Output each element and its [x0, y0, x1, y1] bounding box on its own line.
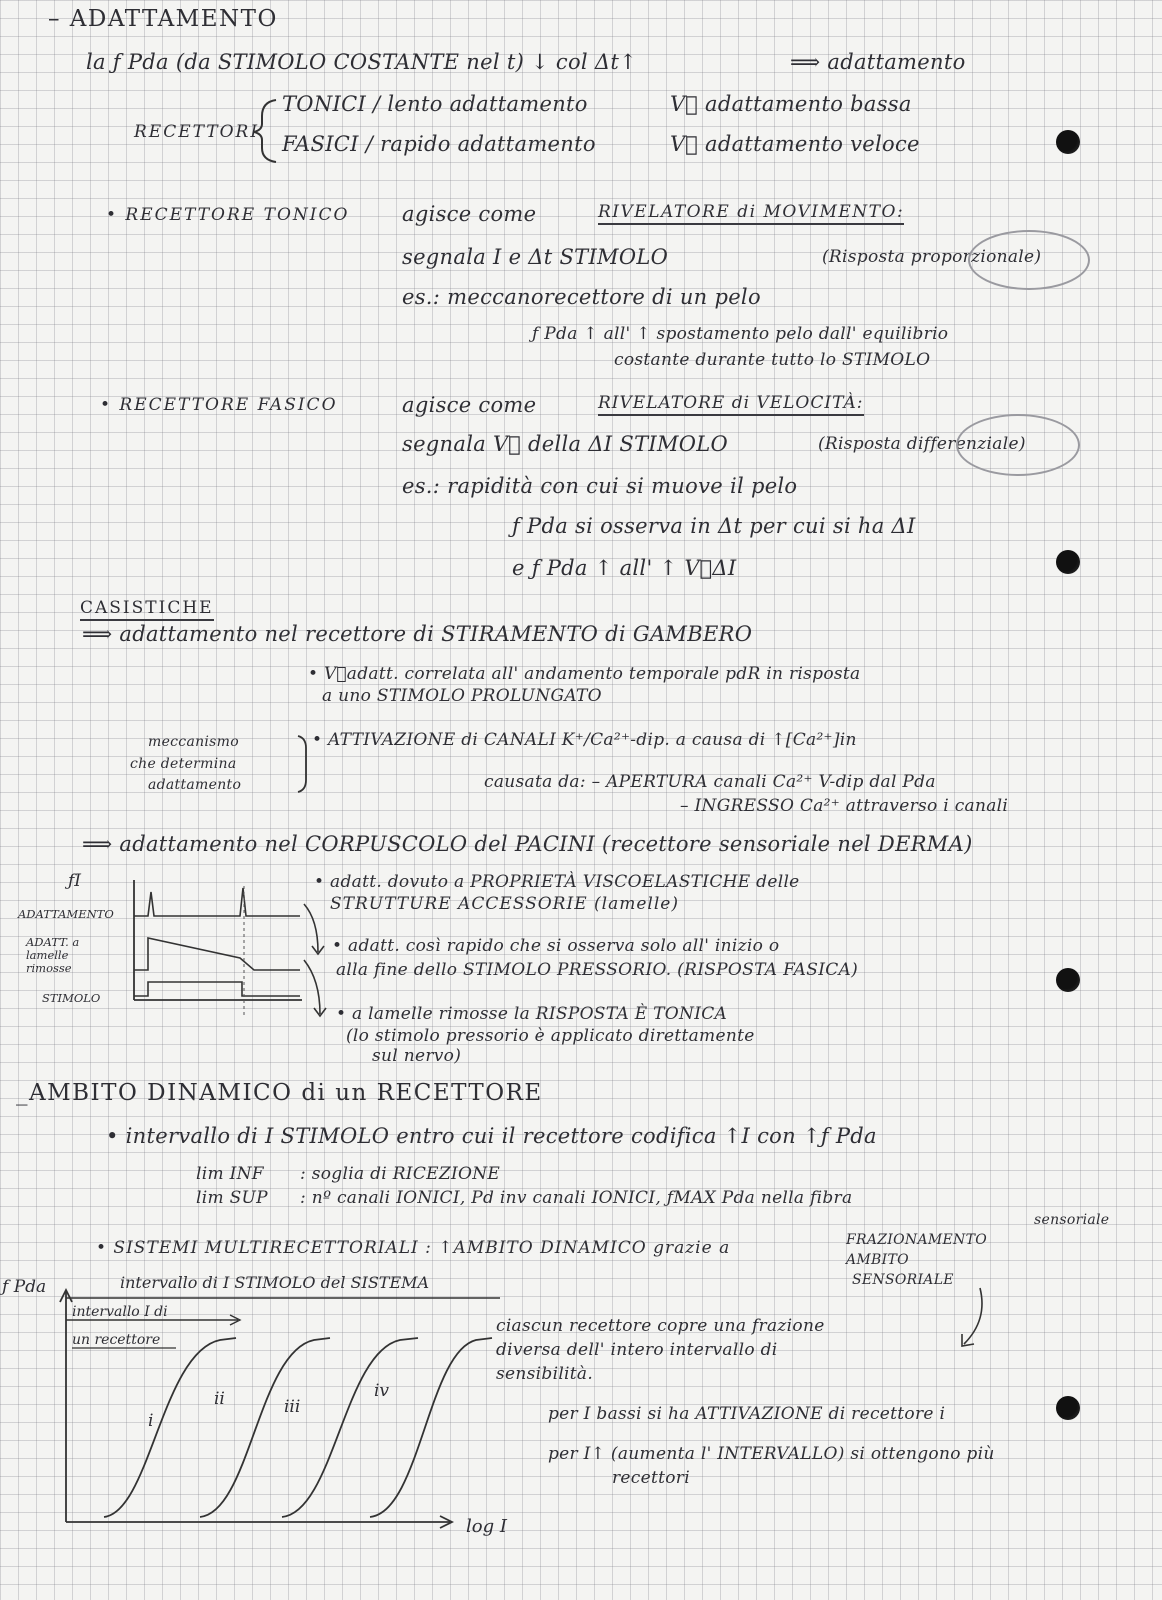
tonico-heading: • RECETTORE TONICO [106, 205, 350, 225]
tonico-fpda-1: ƒ Pda ↑ all' ↑ spostamento pelo dall' equilibrio [532, 324, 949, 344]
pacini-y-label: ƒI [68, 871, 82, 891]
fasico-heading: • RECETTORE FASICO [100, 395, 338, 415]
fasico-rivelatore: RIVELATORE di VELOCITÀ: [598, 393, 864, 416]
pacini-row-label: lamelle [26, 948, 69, 962]
lim-sup-text-2: sensoriale [1034, 1212, 1110, 1228]
receptor-curve [104, 1338, 236, 1517]
lim-sup-label: lim SUP [196, 1188, 268, 1208]
tonico-segnala: segnala I e Δt STIMOLO [402, 245, 669, 269]
recettori-label: RECETTORI [134, 122, 260, 142]
frazionamento-label: AMBITO [846, 1252, 909, 1268]
ambito-note-6: recettori [612, 1468, 690, 1488]
section-title-ambito: _AMBITO DINAMICO di un RECETTORE [16, 1080, 543, 1106]
gambero-point-2: • ATTIVAZIONE di CANALI K⁺/Ca²⁺-dip. a causa di ↑[Ca²⁺]in [312, 730, 857, 750]
pacini-point-1b: STRUTTURE ACCESSORIE (lamelle) [330, 894, 679, 914]
frazionamento-label: SENSORIALE [852, 1272, 954, 1288]
tonico-agisce: agisce come [402, 202, 537, 226]
ambito-note-2: diversa dell' intero intervallo di [496, 1340, 778, 1360]
gambero-line: ⟹ adattamento nel recettore di STIRAMENTO di GAMBERO [82, 622, 753, 646]
ambito-note-3: sensibilità. [496, 1364, 594, 1384]
tonici-velocity: V⃗ adattamento bassa [670, 92, 912, 116]
pacini-row-label: ADATTAMENTO [18, 907, 114, 921]
gambero-point-1a: • V⃗adatt. correlata all' andamento temporale pdR in risposta [308, 664, 861, 684]
tonico-risposta: (Risposta proporzionale) [822, 247, 1042, 267]
pacini-row-label: rimosse [26, 961, 72, 975]
system-range-label: intervallo di I STIMOLO del SISTEMA [120, 1273, 430, 1292]
curved-arrow-icon [950, 1286, 990, 1356]
section-title-adattamento: – ADATTAMENTO [48, 6, 278, 32]
x-axis-label: log I [466, 1516, 507, 1537]
receptor-curves-graph [0, 1262, 540, 1552]
tonico-rivelatore: RIVELATORE di MOVIMENTO: [598, 202, 904, 225]
lim-inf-text: : soglia di RICEZIONE [300, 1164, 501, 1184]
pacini-row-label: STIMOLO [42, 991, 101, 1005]
curve-label: i [148, 1411, 154, 1431]
receptor-range-label: intervallo I di [72, 1304, 168, 1320]
highlight-circle [968, 230, 1090, 290]
bracket-icon [296, 734, 310, 794]
fasici-velocity: V⃗ adattamento veloce [670, 132, 920, 156]
casistiche-title: CASISTICHE [80, 598, 214, 621]
lim-inf-label: lim INF [196, 1164, 264, 1184]
pacini-point-3a: • a lamelle rimosse la RISPOSTA È TONICA [336, 1004, 728, 1024]
adattamento-result: ⟹ adattamento [790, 50, 966, 74]
tonici-line: TONICI / lento adattamento [282, 92, 588, 116]
pacini-row-label: ADATT. a [26, 935, 80, 949]
meccanismo-label-1: meccanismo [148, 734, 239, 750]
receptor-curve [200, 1338, 330, 1517]
pacini-point-1a: • adatt. dovuto a PROPRIETÀ VISCOELASTICHE delle [314, 872, 800, 892]
pacini-graph [14, 866, 310, 1030]
highlight-circle [956, 414, 1080, 476]
gambero-causa-1: causata da: – APERTURA canali Ca²⁺ V-dip dal Pda [484, 772, 936, 792]
gambero-point-1b: a uno STIMOLO PROLUNGATO [322, 686, 602, 706]
meccanismo-label-3: adattamento [148, 777, 242, 793]
gambero-causa-2: – INGRESSO Ca²⁺ attraverso i canali [680, 796, 1009, 816]
pacini-point-3b: (lo stimolo pressorio è applicato direttamente [346, 1026, 755, 1046]
frazionamento-label: FRAZIONAMENTO [846, 1232, 987, 1248]
ambito-note-1: ciascun recettore copre una frazione [496, 1316, 825, 1336]
binder-hole [1056, 550, 1080, 574]
tonico-esempio: es.: meccanorecettore di un pelo [402, 285, 761, 309]
receptor-curve [370, 1338, 492, 1517]
receptor-range-label: un recettore [72, 1332, 161, 1348]
pacini-point-2a: • adatt. così rapido che si osserva solo all' inizio o [332, 936, 780, 956]
lim-sup-text: : nº canali IONICI, Pd inv canali IONICI, ƒMAX Pda nella fibra [300, 1188, 853, 1208]
curve-label: iv [374, 1381, 390, 1401]
curve-label: ii [214, 1389, 225, 1409]
binder-hole [1056, 968, 1080, 992]
curves-y-label: ƒ Pda [2, 1277, 47, 1297]
pacini-point-2b: alla fine dello STIMOLO PRESSORIO. (RISPOSTA FASICA) [336, 960, 859, 980]
ambito-note-5: per I↑ (aumenta l' INTERVALLO) si ottengono più [548, 1444, 995, 1464]
ambito-point-1: • intervallo di I STIMOLO entro cui il recettore codifica ↑I con ↑ƒ Pda [106, 1124, 877, 1148]
fasico-esempio: es.: rapidità con cui si muove il pelo [402, 474, 798, 498]
fasico-segnala: segnala V⃗ della ΔI STIMOLO [402, 432, 729, 456]
pacini-point-3c: sul nervo) [372, 1046, 462, 1066]
fasico-risposta: (Risposta differenziale) [818, 434, 1026, 454]
meccanismo-label-2: che determina [130, 756, 237, 772]
tonico-fpda-2: costante durante tutto lo STIMOLO [614, 350, 931, 370]
brace-icon [250, 96, 280, 166]
binder-hole [1056, 130, 1080, 154]
binder-hole [1056, 1396, 1080, 1420]
fasico-fpda-2: e ƒ Pda ↑ all' ↑ V⃗ΔI [512, 556, 737, 580]
arrows-icon [300, 900, 340, 1030]
fasico-fpda-1: ƒ Pda si osserva in Δt per cui si ha ΔI [512, 514, 916, 538]
fasici-line: FASICI / rapido adattamento [282, 132, 596, 156]
ambito-point-2: • SISTEMI MULTIRECETTORIALI : ↑AMBITO DINAMICO grazie a [96, 1238, 731, 1258]
fasico-agisce: agisce come [402, 393, 537, 417]
receptor-curve [282, 1338, 418, 1517]
pacini-line: ⟹ adattamento nel CORPUSCOLO del PACINI (recettore sensoriale nel DERMA) [82, 832, 973, 856]
adattamento-line: la ƒ Pda (da STIMOLO COSTANTE nel t) ↓ col Δt↑ [86, 50, 638, 74]
curve-label: iii [284, 1397, 301, 1417]
ambito-note-4: per I bassi si ha ATTIVAZIONE di recettore i [548, 1404, 946, 1424]
